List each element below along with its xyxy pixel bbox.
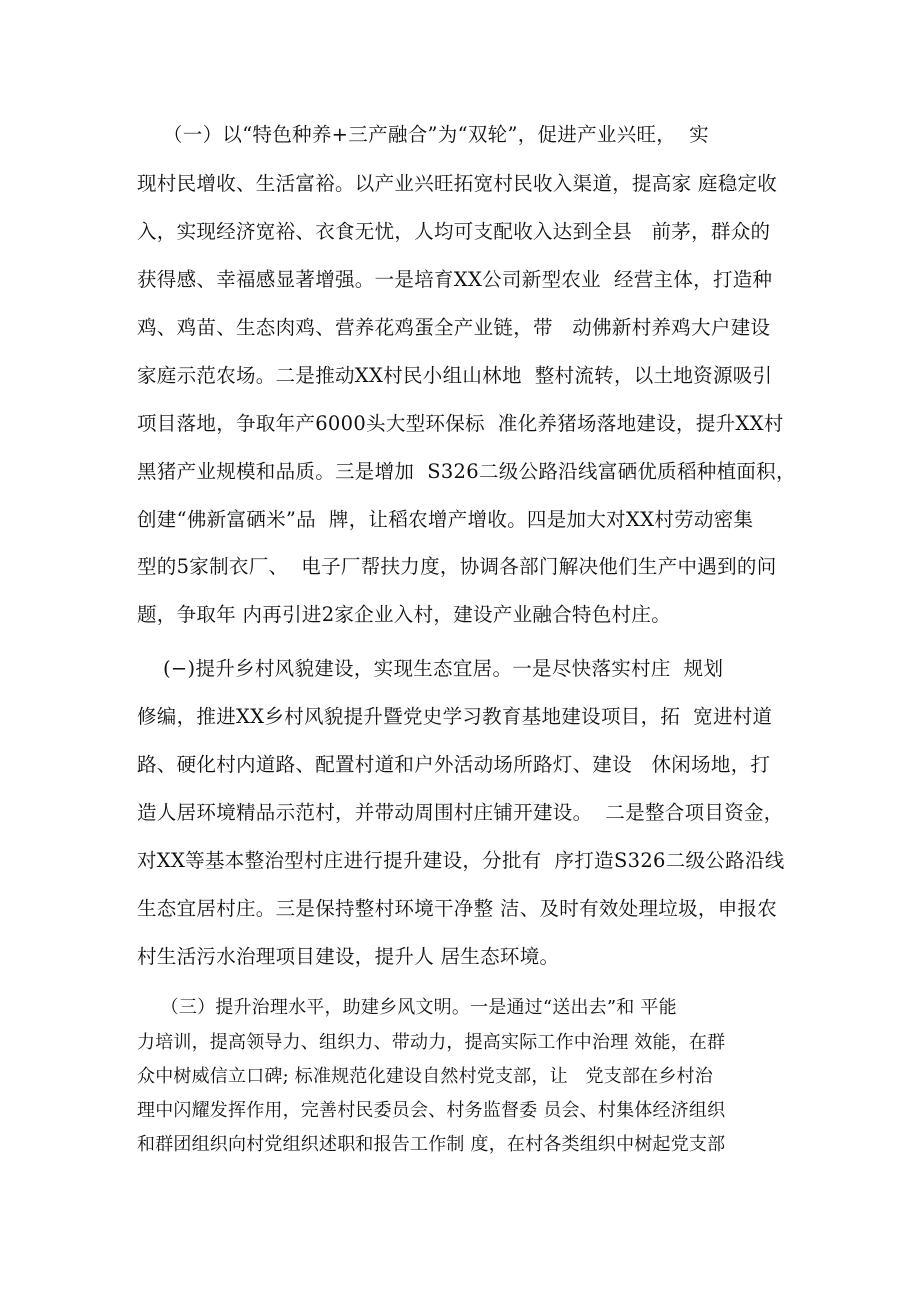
text-line: 现村民增收、生活富裕。以产业兴旺拓宽村民收入渠道，提高家 庭稳定收 xyxy=(137,172,778,195)
text-line: 对XX等基本整治型村庄进行提升建设，分批有 序打造S326二级公路沿线 xyxy=(137,849,785,872)
text-line: 型的5家制衣厂、 电子厂帮扶力度，协调各部门解决他们生产中遇到的问 xyxy=(137,555,777,578)
text-line: （一）以“特色种养+三产融合”为“双轮”，促进产业兴旺， 实 xyxy=(137,123,709,146)
text-line: 路、硬化村内道路、配置村道和户外活动场所路灯、建设 休闲场地，打 xyxy=(137,753,771,776)
text-line: 项目落地，争取年产6000头大型环保标 准化养猪场落地建设，提升XX村 xyxy=(137,412,784,435)
text-line: 众中树威信立口碑; 标准规范化建设自然村党支部，让 党支部在乡村治 xyxy=(137,1066,713,1087)
text-line: 鸡、鸡苗、生态肉鸡、营养花鸡蛋全产业链，带 动佛新村养鸡大户建设 xyxy=(137,316,771,339)
text-line: 力培训，提高领导力、组织力、带动力，提高实际工作中治理 效能，在群 xyxy=(137,1032,726,1053)
text-line: (−)提升乡村风貌建设，实现生态宜居。一是尽快落实村庄 规划 xyxy=(137,657,724,680)
text-line: 修编，推进XX乡村风貌提升暨党史学习教育基地建设项目，拓 宽进村道 xyxy=(137,705,773,728)
text-line: 题，争取年 内再引进2家企业入村，建设产业融合特色村庄。 xyxy=(137,603,672,626)
text-line: 理中闪耀发挥作用，完善村民委员会、村务监督委 员会、村集体经济组织 xyxy=(137,1100,726,1121)
text-line: 生态宜居村庄。三是保持整村环境干净整 洁、及时有效处理垃圾，申报农 xyxy=(137,897,778,920)
text-line: 造人居环境精品示范村，并带动周围村庄铺开建设。 二是整合项目资金， xyxy=(137,801,784,824)
text-line: 入，实现经济宽裕、衣食无忧，人均可支配收入达到全县 前茅，群众的 xyxy=(137,220,771,243)
text-line: 黑猪产业规模和品质。三是增加 S326二级公路沿线富硒优质稻种植面积， xyxy=(137,460,796,483)
text-line: 创建“佛新富硒米”品 牌，让稻农增产增收。四是加大对XX村劳动密集 xyxy=(137,508,754,531)
text-line: 和群团组织向村党组织述职和报告工作制 度，在村各类组织中树起党支部 xyxy=(137,1134,726,1155)
text-line: 家庭示范农场。二是推动XX村民小组山林地 整村流转，以土地资源吸引 xyxy=(137,364,773,387)
text-line: 获得感、幸福感显著增强。一是培育XX公司新型农业 经营主体，打造种 xyxy=(137,268,773,291)
text-line: 村生活污水治理项目建设，提升人 居生态环境。 xyxy=(137,945,560,968)
text-line: （三）提升治理水平，助建乡风文明。一是通过“送出去”和 平能 xyxy=(137,997,677,1018)
